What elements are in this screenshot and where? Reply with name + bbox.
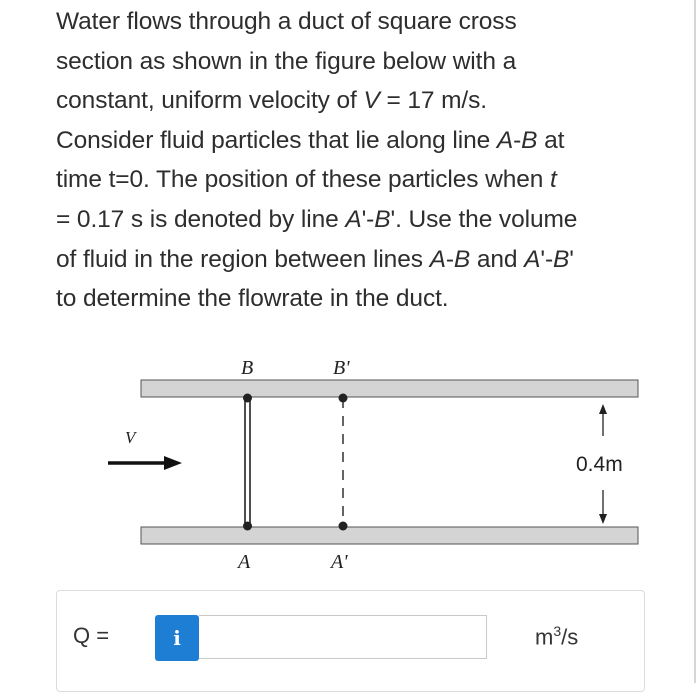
duct-figure	[0, 340, 700, 580]
question-text	[56, 2, 656, 319]
unit-tail: /s	[561, 624, 579, 650]
question-line-8: to determine the flowrate in the duct.	[56, 285, 449, 313]
q-label: Q =	[73, 623, 110, 648]
question-line-1: Water flows through a duct of square cross	[56, 8, 517, 35]
question-line-7: of fluid in the region between lines A-B and A'-B'	[56, 245, 574, 273]
label-a-prime: A'	[331, 551, 348, 573]
label-v: V	[125, 428, 136, 447]
answer-row	[56, 590, 645, 692]
velocity-arrow-icon	[108, 456, 182, 470]
point-a	[243, 522, 252, 531]
top-duct-wall	[141, 380, 638, 397]
bottom-duct-wall	[141, 527, 638, 544]
question-line-4: Consider fluid particles that lie along line A-B at	[56, 126, 565, 154]
unit-base: m	[535, 624, 554, 650]
label-b: B	[241, 357, 254, 379]
info-icon[interactable]: i	[155, 615, 199, 661]
label-a: A	[238, 551, 251, 573]
question-line-3: constant, uniform velocity of V = 17 m/s.	[56, 87, 487, 115]
question-line-6: = 0.17 s is denoted by line A'-B'. Use the volume	[56, 205, 578, 233]
unit-label	[535, 623, 578, 650]
question-line-5: time t=0. The position of these particles when t	[56, 166, 557, 194]
label-b-prime: B'	[333, 357, 350, 379]
point-a-prime	[339, 522, 348, 531]
unit-exponent: 3	[553, 623, 562, 639]
point-b-prime	[339, 394, 348, 403]
answer-input[interactable]	[199, 615, 487, 659]
dimension-label: 0.4m	[576, 453, 623, 476]
question-line-2: section as shown in the figure below with a	[56, 47, 517, 75]
point-b	[243, 394, 252, 403]
